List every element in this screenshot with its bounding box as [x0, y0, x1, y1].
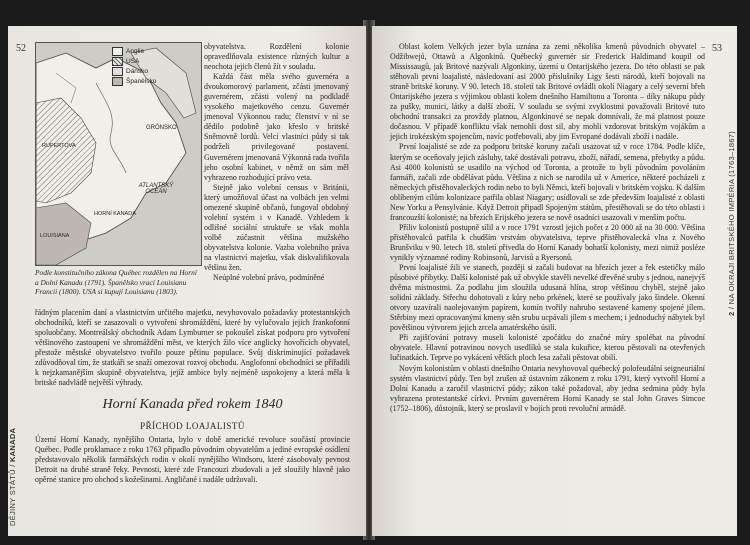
left-column-text [204, 42, 349, 283]
paragraph: Oblast kolem Velkých jezer byla uznána za zemi několika kmenů původních obyvatel – Odžibwejů, Ottawů a Algonkinů. Québecký guvernér sir Frederick Haldimand koupil od Mississaugů, jak Britové nazývali Algonkiny, území u Ontarijského jezera. Do této oblasti se pak stěhovali první loajalisté, následovaní asi 2000 příslušníky Ligy šesti národů, kteří bojovali na straně britské koruny. V 90. letech 18. století tak Britové ovládli okolí Niagary a celý severní břeh Ontarijského jezera s výjimkou oblasti kolem dnešního Hamiltonu a Toronta – díky nákupu půdy za pušky, munici, látky a další zboží. V souladu se svými zvyklostmi považovali Britové tuto obchodní transakci za provždy platnou, Algonkinové se nepak domnívali, že má platnost pouze dočasnou. V případě konfliktu však nemohli dost sil, aby mohli vzdorovat britským vojákům a jejich irokézským spojencům, navíc potřebovali, aby jim Evropané dodávali zboží i nadále. [390, 42, 705, 142]
legend-label: Dánsko [126, 67, 149, 75]
right-page [372, 26, 737, 536]
page-number-right: 53 [712, 43, 722, 54]
legend-item-england [112, 46, 156, 56]
legend-swatch [112, 57, 123, 66]
running-head-title: NA OKRAJI BRITSKÉHO IMPÉRIA (1763–1867) [727, 130, 736, 305]
running-head-chapter: 2 [727, 311, 736, 316]
paragraph: řádným placením daní a vlastnictvím určitého majetku, nevyhovovalo požadavky protestantských obchodníků, kteří se zasazovali o vytvoření shromáždění, které by vylučovalo jejich frankofonní spoluobčany. Montreálský obchodník Adam Lymburner se pokoušel získat podporu pro vytvoření většinového zastoupení ve shromáždění měst, ve kterých žilo více anglicky hovořících obyvatel, přestože městské obyvatelstvo tvořilo pouze pětinu populace. Svůj diskriminující požadavek zdůvodňoval tím, že statkáři se snaží omezovat rozvoj obchodu. Anglofonní obchodníci se přiřadili k nejzkamanějším skupině obyvatelstva, jejíž ambice byly nejméně uspokojeny a která měla k britské nadvládě největší výhrady. [35, 308, 350, 388]
section-title: Horní Kanada před rokem 1840 [102, 397, 283, 412]
running-head-left [8, 428, 17, 526]
paragraph: Každá část měla svého guvernéra a dvoukomorový parlament, zčásti jmenovaný guvernérem, zčásti volený na podkladě vysokého majetkového cenzu. Guvernér jmenoval Výkonnou radu; členství v ní se dědilo podobně jako křeslo v britské Sněmovně lordů. Velcí vlastníci půdy si tak podrželi privilegované postavení. Guvernérem jmenovaná Výkonná rada tvořila jeho osobní kabinet, v němž on sám měl vyhrazeno rozhodující právo veta. [204, 72, 349, 182]
legend-swatch [112, 47, 123, 56]
section-text [35, 435, 350, 485]
legend-label: Španělsko [126, 77, 157, 85]
paragraph: obyvatelstva. Rozdělení kolonie opravedlňovala existence různých kultur a neochota jejich členů žít v souladu. [204, 42, 349, 72]
paragraph: Při zajišťování potravy museli kolonisté zpočátku do značné míry spoléhat na původní obyvatele. Hlavní potravinou novych usedlíků se stala kukuřice, kterou pěstovali na otevřených lučinatkách. Teprve po vykácení větších ploch lesa začali pěstovat obilí. [390, 333, 705, 363]
historical-map [35, 42, 202, 266]
map-label-ocean: ATLANTSKÝ OCEÁN [138, 183, 174, 195]
running-head-title: DĚJINY STÁTŮ [8, 469, 17, 526]
paragraph: Novým kolonistům v oblasti dnešního Ontaria nevyhovoval québecký polofeudální seigneuriální systém vlastnictví půdy. Ten byl zrušen až ústavním zákonem z roku 1791, který vytvořil Horní a Dolní Kanadu a zaručil vlastnictví půdy; zákon také požadoval, aby jedna sedmina půdy byla vyhrazena protestantské církvi. Prvním guvernérem Horní Kanady se stal John Graves Simcoe (1752–1806), důstojník, který se proslavil v bojích proti revoluční armádě. [390, 363, 705, 413]
legend-label: Anglie [126, 47, 145, 55]
running-head-country: KANADA [8, 427, 17, 463]
paragraph: První loajalisté žili ve stanech, později si začali budovat na březích jezer a řek estetičky málo působivé příbytky. Další kolonisté pak už obvykle stavěli nevelké dřevěné sruby s jednou, nanejvýš dvěma místnostmi. Za podlahu jim sloužila udusaná hlína, strop většinou chyběl, stejně jako solidní základy. Střechu dohotovali z kůry nebo prkének, které se používaly jako šindele. Okenní otvory uzavírali naolejovaným papírem, komín tvořily nahrubo sestavené kameny spojené jílem. Stěrbiny mezi opracovanými kmeny stěn srubu ucpávali jílem s mechem; i jednoduchý nábytek byl povětšinou výtvorem jejich zrcela amatérského úsilí. [390, 263, 705, 333]
map-label-greenland: GRÓNSKO [146, 125, 177, 131]
right-page-text [390, 42, 705, 414]
legend-item-usa [112, 56, 156, 66]
paragraph: Neúplné volební právo, podmíněné [213, 273, 325, 283]
map-legend [112, 46, 156, 86]
map-label-upper-canada: HORNÍ KANADA [94, 211, 136, 217]
legend-swatch [112, 77, 123, 86]
page-number-left: 52 [16, 43, 26, 54]
legend-item-spain [112, 76, 156, 86]
map-caption: Podle konstitučního zákona Québec rozdělen na Horní a Dolní Kanadu (1791). Španělsko vrací Louisianu Francii (1800). USA si kupují Louisianu (1803). [35, 268, 197, 297]
legend-swatch [112, 67, 123, 76]
paragraph: Území Horní Kanady, nynějšího Ontaria, bylo v době americké revoluce součástí provincie Québec. Podle proklamace z roku 1763 připadlo původním obyvatelům a jediné evropské osídlení představovalo několik farmářských rodin v okolí nynějšího Windsoru, které zásobovaly pevnost Detroit na druhé straně řeky. Pevnosti, které zde Francouzi zbudovali a jež sloužily hlavně jako opěrné stanice pro obchod s kožešinami. Angličané i nadále udržovali. [35, 435, 350, 485]
legend-label: USA [126, 57, 140, 65]
map-label-louisiana: LOUISIANA [40, 233, 70, 239]
running-head-right: 2 / NA OKRAJI BRITSKÉHO IMPÉRIA (1763–1867) [727, 130, 736, 316]
left-full-text [35, 308, 350, 388]
left-page [8, 26, 366, 536]
paragraph: Stejně jako volební census v Británii, který umožňoval účast na volbách jen velmi omezené skupině občanů, fungoval obdobný volební systém i v Kanadě. Vzhledem k odlišné sociální struktuře se však mohla volbě zúčastnit většina mužského obyvatelstva kolonie. Vazba volebního práva na vlastnictví majetku, však diskvalifikovala většinu žen. [204, 182, 349, 273]
running-head-separator: / [8, 462, 17, 470]
paragraph: Příliv kolonistů postupně sílil a v roce 1791 vzrostl jejich počet z 20 000 až na 30 000. Většina přistěhovalců patřila k chudším vrstvám obyvatelstva, teprve přistěhovalecká vlna z Nového Brunšviku v 90. letech 18. století přivedla do Horní Kanady bohatší kolonisty, mezi nimiž posléze vynikly významné rodiny Robinsonů, Jarvisů a Ryersonů. [390, 222, 705, 262]
legend-item-denmark [112, 66, 156, 76]
subsection-title: PŘÍCHOD LOAJALISTŮ [140, 421, 245, 431]
paragraph: První loajalisté se zde za podporu britské koruny začali usazovat už v roce 1784. Podle klíče, kterým se oceňovaly jejich zásluhy, také dostávali potravu, zboží, nářadí, semena, přebytky a půdu. Asi 4000 kolonistů se usadilo na východ od Toronta, a protože to byli původním povoláním farmáři, začali zde obdělávat půdu. Většina z nich se narodila už v Americe, některé pocházeli z německých přistěhovaleckých rodin nebo to byli Němci, kteří bojovali v britském vojsku. K dalším oblíbeným cílům kolonizace patřila oblast Niagary; usídlovali se zde především loajalisté z oblasti New Yorku a Pensylvánie. Když Detroit připadl Spojeným státům, přestěhovali se do této oblasti i francouzští kolonisté; na březích Erijského jezera se nově osadníci usazovali v menším počtu. [390, 142, 705, 222]
map-label-rupert: RUPERTOVA [42, 143, 76, 149]
